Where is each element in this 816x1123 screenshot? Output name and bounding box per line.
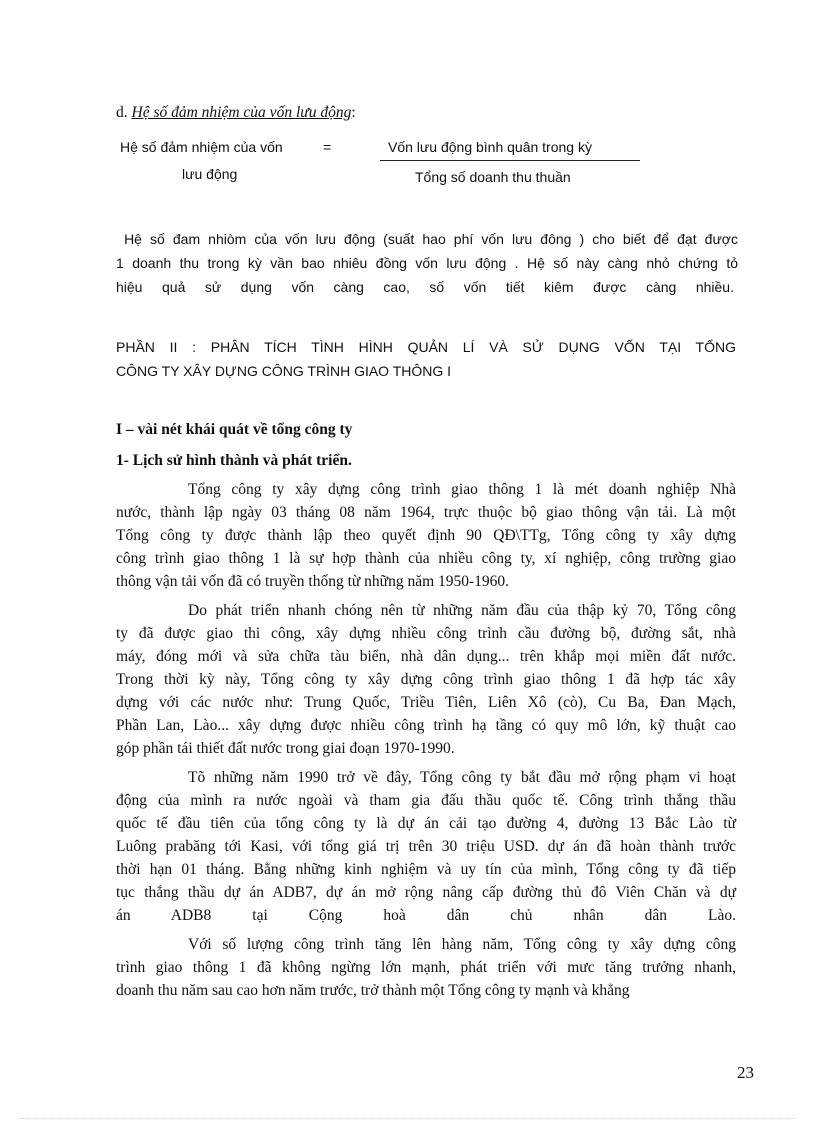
body-line: máy, đóng mới và sửa chữa tàu biển, nhà dân dụng... trên khắp mọi miền đất nước. xyxy=(116,648,736,665)
body-line: dựng với các nước như: Trung Quốc, Triều Tiên, Liên Xô (cò), Cu Ba, Đan Mạch, xyxy=(116,694,736,711)
body-line: ty đã được giao thi công, xây dựng nhiều công trình cầu đường bộ, đường sắt, nhà xyxy=(116,625,736,642)
section-d-prefix: d. xyxy=(116,104,132,121)
section-d-suffix: : xyxy=(351,104,356,121)
body-line: công trình giao thông 1 là sự hợp thành của nhiều công ty, xí nghiệp, công trường giao xyxy=(116,550,736,567)
fraction-bar xyxy=(380,160,640,161)
body-line: thông vận tải vốn đã có truyền thống từ những năm 1950-1960. xyxy=(116,573,510,590)
body-line: trình giao thông 1 đã không ngừng lớn mạnh, phát triển với mưc tăng trưởng nhanh, xyxy=(116,959,736,976)
section-d-title: Hệ số đảm nhiệm của vốn lưu động xyxy=(131,104,352,121)
formula-numerator: Vốn lưu động bình quân trong kỳ xyxy=(388,139,592,155)
formula-lhs-line2: lưu động xyxy=(182,166,238,182)
footer-divider xyxy=(20,1118,796,1119)
part-heading-line: PHẦN II : PHÂN TÍCH TÌNH HÌNH QUẢN LÍ VÀ SỬ DỤNG VỐN TẠI TỔNG xyxy=(116,339,736,355)
subsection-1-heading: 1- Lịch sử hình thành và phát triển. xyxy=(116,452,352,469)
formula-denominator: Tổng số doanh thu thuần xyxy=(415,169,571,185)
body-line: Tổng công ty được thành lập theo quyết định 90 QĐ\TTg, Tổng công ty xây dựng xyxy=(116,527,736,544)
body-line: Do phát triển nhanh chóng nên từ những năm đầu của thập kỷ 70, Tổng công xyxy=(188,602,736,619)
explanation-line: Hệ số đam nhiòm của vốn lưu động (suất hao phí vốn lưu đông ) cho biết để đạt được xyxy=(116,231,738,247)
formula-lhs-line1: Hệ số đảm nhiệm của vốn xyxy=(120,139,283,155)
body-line: thời hạn 01 tháng. Bằng những kinh nghiệm và uy tín của mình, Tổng công ty đã tiếp xyxy=(116,861,736,878)
body-line: Tổng công ty xây dựng công trình giao thông 1 là mét doanh nghiệp Nhà xyxy=(188,481,736,498)
part-heading-line: CÔNG TY XÂY DỰNG CÔNG TRÌNH GIAO THÔNG I xyxy=(116,363,452,379)
body-line: quốc tế đầu tiên của tổng công ty là dự án cải tạo đường 4, đường 13 Bắc Lào từ xyxy=(116,815,736,832)
body-line: Phần Lan, Lào... xây dựng được nhiều công trình hạ tầng có quy mô lớn, kỹ thuật cao xyxy=(116,717,736,734)
body-line: góp phần tái thiết đất nước trong giai đoạn 1970-1990. xyxy=(116,740,455,757)
body-line: doanh thu năm sau cao hơn năm trước, trở thành một Tổng công ty mạnh và khẳng xyxy=(116,982,630,999)
body-line: nước, thành lập ngày 03 tháng 08 năm 1964, trực thuộc bộ giao thông vận tải. Là một xyxy=(116,504,736,521)
section-1-heading: I – vài nét khái quát về tổng công ty xyxy=(116,421,353,438)
body-line: án ADB8 tại Cộng hoà dân chủ nhân dân Lào. xyxy=(116,907,736,924)
explanation-line: hiệu quả sử dụng vốn càng cao, số vốn tiết kiêm được càng nhiều. xyxy=(116,279,734,295)
section-d-heading xyxy=(116,103,356,123)
body-line: tục thắng thầu dự án ADB7, dự án mở rộng nâng cấp đường thủ đô Viên Chăn và dự xyxy=(116,884,736,901)
explanation-line: 1 doanh thu trong kỳ vần bao nhiêu đồng vốn lưu động . Hệ số này càng nhỏ chứng tỏ xyxy=(116,255,738,271)
body-line: Luông prabăng tới Kasi, với tổng giá trị trên 30 triệu USD. dự án đã hoàn thành trước xyxy=(116,838,736,855)
body-line: Trong thời kỳ này, Tổng công ty xây dựng công trình giao thông 1 đã hợp tác xây xyxy=(116,671,736,688)
page-number: 23 xyxy=(737,1063,754,1082)
formula-equals: = xyxy=(323,139,332,155)
body-line: động của mình ra nước ngoài và tham gia đấu thầu quốc tế. Công trình thắng thầu xyxy=(116,792,736,809)
body-line: Tõ những năm 1990 trở về đây, Tổng công ty bắt đầu mở rộng phạm vi hoạt xyxy=(188,769,736,786)
body-line: Với số lượng công trình tăng lên hàng năm, Tổng công ty xây dựng công xyxy=(188,936,736,953)
